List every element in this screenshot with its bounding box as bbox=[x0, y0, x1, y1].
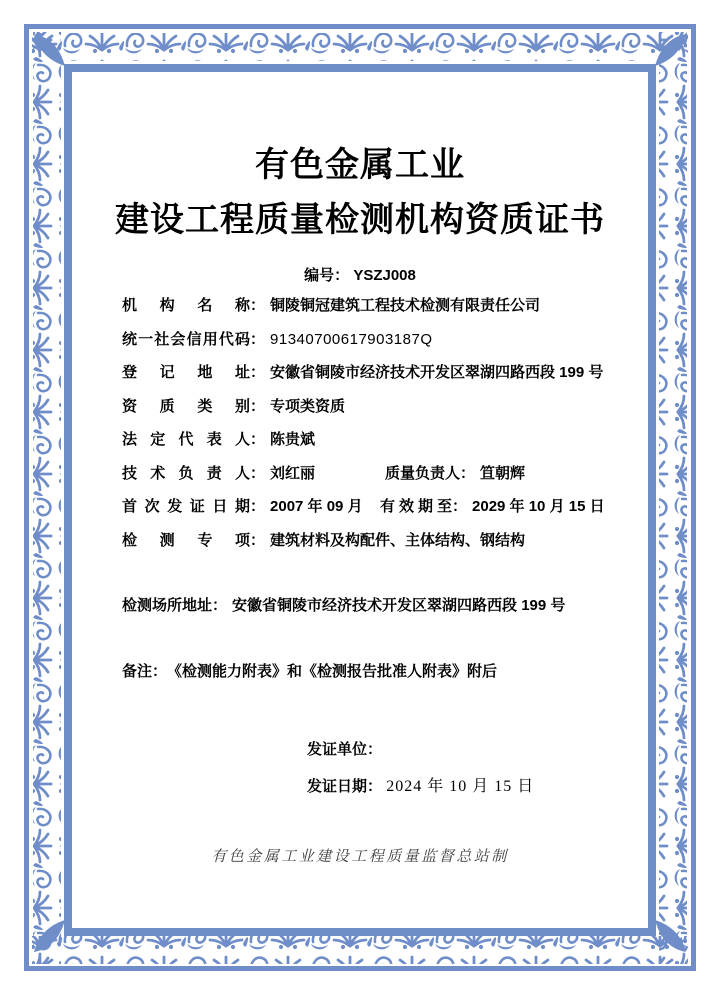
remarks-value: 《检测能力附表》和《检测报告批准人附表》附后 bbox=[167, 663, 498, 680]
row-remarks bbox=[122, 660, 497, 681]
credit-code-value: 91340700617903187Q bbox=[270, 330, 433, 348]
issue-date-value: 2024 年 10 月 15 日 bbox=[386, 778, 535, 795]
colon: ： bbox=[250, 330, 266, 348]
credit-code-label: 统一社会信用代码 bbox=[122, 330, 250, 348]
legal-rep-value: 陈贵斌 bbox=[270, 431, 316, 448]
row-org-name bbox=[122, 297, 622, 315]
colon: ： bbox=[250, 431, 266, 448]
valid-until-group bbox=[380, 498, 605, 516]
colon: ： bbox=[152, 663, 168, 680]
row-qualification-type bbox=[122, 398, 622, 416]
colon: ： bbox=[460, 464, 476, 482]
qualification-type-label: 资质类别 bbox=[122, 397, 250, 415]
org-name-label: 机构名称 bbox=[122, 297, 250, 314]
remarks-label: 备注 bbox=[122, 663, 153, 680]
colon: ： bbox=[250, 498, 266, 515]
colon: ： bbox=[212, 597, 228, 614]
quality-lead-value: 笪朝辉 bbox=[480, 464, 526, 482]
row-issue-validity bbox=[122, 498, 622, 516]
row-test-site-address bbox=[122, 594, 565, 615]
test-specialties-label: 检测专项 bbox=[122, 531, 250, 549]
first-issue-label: 首次发证日期 bbox=[122, 498, 250, 515]
row-reg-address bbox=[122, 364, 622, 382]
colon: ： bbox=[250, 464, 266, 482]
row-responsible-persons bbox=[122, 465, 622, 483]
tech-lead-value: 刘红丽 bbox=[270, 464, 316, 482]
serial-label: 编号 bbox=[304, 267, 335, 284]
colon: ： bbox=[250, 364, 266, 381]
colon: ： bbox=[250, 397, 266, 415]
row-credit-code bbox=[122, 331, 622, 349]
colon: ： bbox=[452, 498, 468, 515]
valid-until-value: 2029 年 10 月 15 日 bbox=[472, 498, 605, 515]
serial-value: YSZJ008 bbox=[353, 267, 416, 284]
serial-number-line bbox=[0, 264, 720, 285]
qualification-type-value: 专项类资质 bbox=[270, 397, 346, 415]
tech-lead-label: 技术负责人 bbox=[122, 464, 250, 482]
legal-rep-label: 法定代表人 bbox=[122, 431, 250, 448]
test-site-address-value: 安徽省铜陵市经济技术开发区翠湖四路西段 199 号 bbox=[232, 597, 566, 614]
colon: ： bbox=[367, 778, 383, 795]
test-site-address-label: 检测场所地址 bbox=[122, 597, 213, 614]
test-specialties-value: 建筑材料及构配件、主体结构、钢结构 bbox=[270, 531, 526, 549]
certificate-title-line2: 建设工程质量检测机构资质证书 bbox=[115, 201, 605, 239]
issue-date-line bbox=[307, 773, 534, 796]
org-name-value: 铜陵铜冠建筑工程技术检测有限责任公司 bbox=[270, 297, 541, 314]
reg-address-label: 登记地址 bbox=[122, 364, 250, 381]
valid-until-label: 有效期至 bbox=[380, 498, 452, 515]
reg-address-value: 安徽省铜陵市经济技术开发区翠湖四路西段 199 号 bbox=[270, 364, 604, 381]
colon: ： bbox=[250, 297, 266, 314]
issuer-label: 发证单位 bbox=[307, 741, 368, 758]
colon: ： bbox=[250, 531, 266, 549]
colon: ： bbox=[334, 267, 350, 284]
issue-date-label: 发证日期 bbox=[307, 778, 368, 795]
issuing-authority-imprint: 有色金属工业建设工程质量监督总站制 bbox=[211, 849, 509, 865]
issuer-line bbox=[307, 738, 382, 759]
certificate-title-line1: 有色金属工业 bbox=[255, 146, 465, 184]
quality-lead-group bbox=[385, 465, 525, 483]
first-issue-value: 2007 年 09 月 bbox=[270, 498, 363, 515]
row-legal-rep bbox=[122, 431, 622, 449]
field-rows bbox=[122, 297, 622, 565]
quality-lead-label: 质量负责人 bbox=[385, 464, 461, 482]
row-test-specialties bbox=[122, 532, 622, 550]
colon: ： bbox=[367, 741, 383, 758]
